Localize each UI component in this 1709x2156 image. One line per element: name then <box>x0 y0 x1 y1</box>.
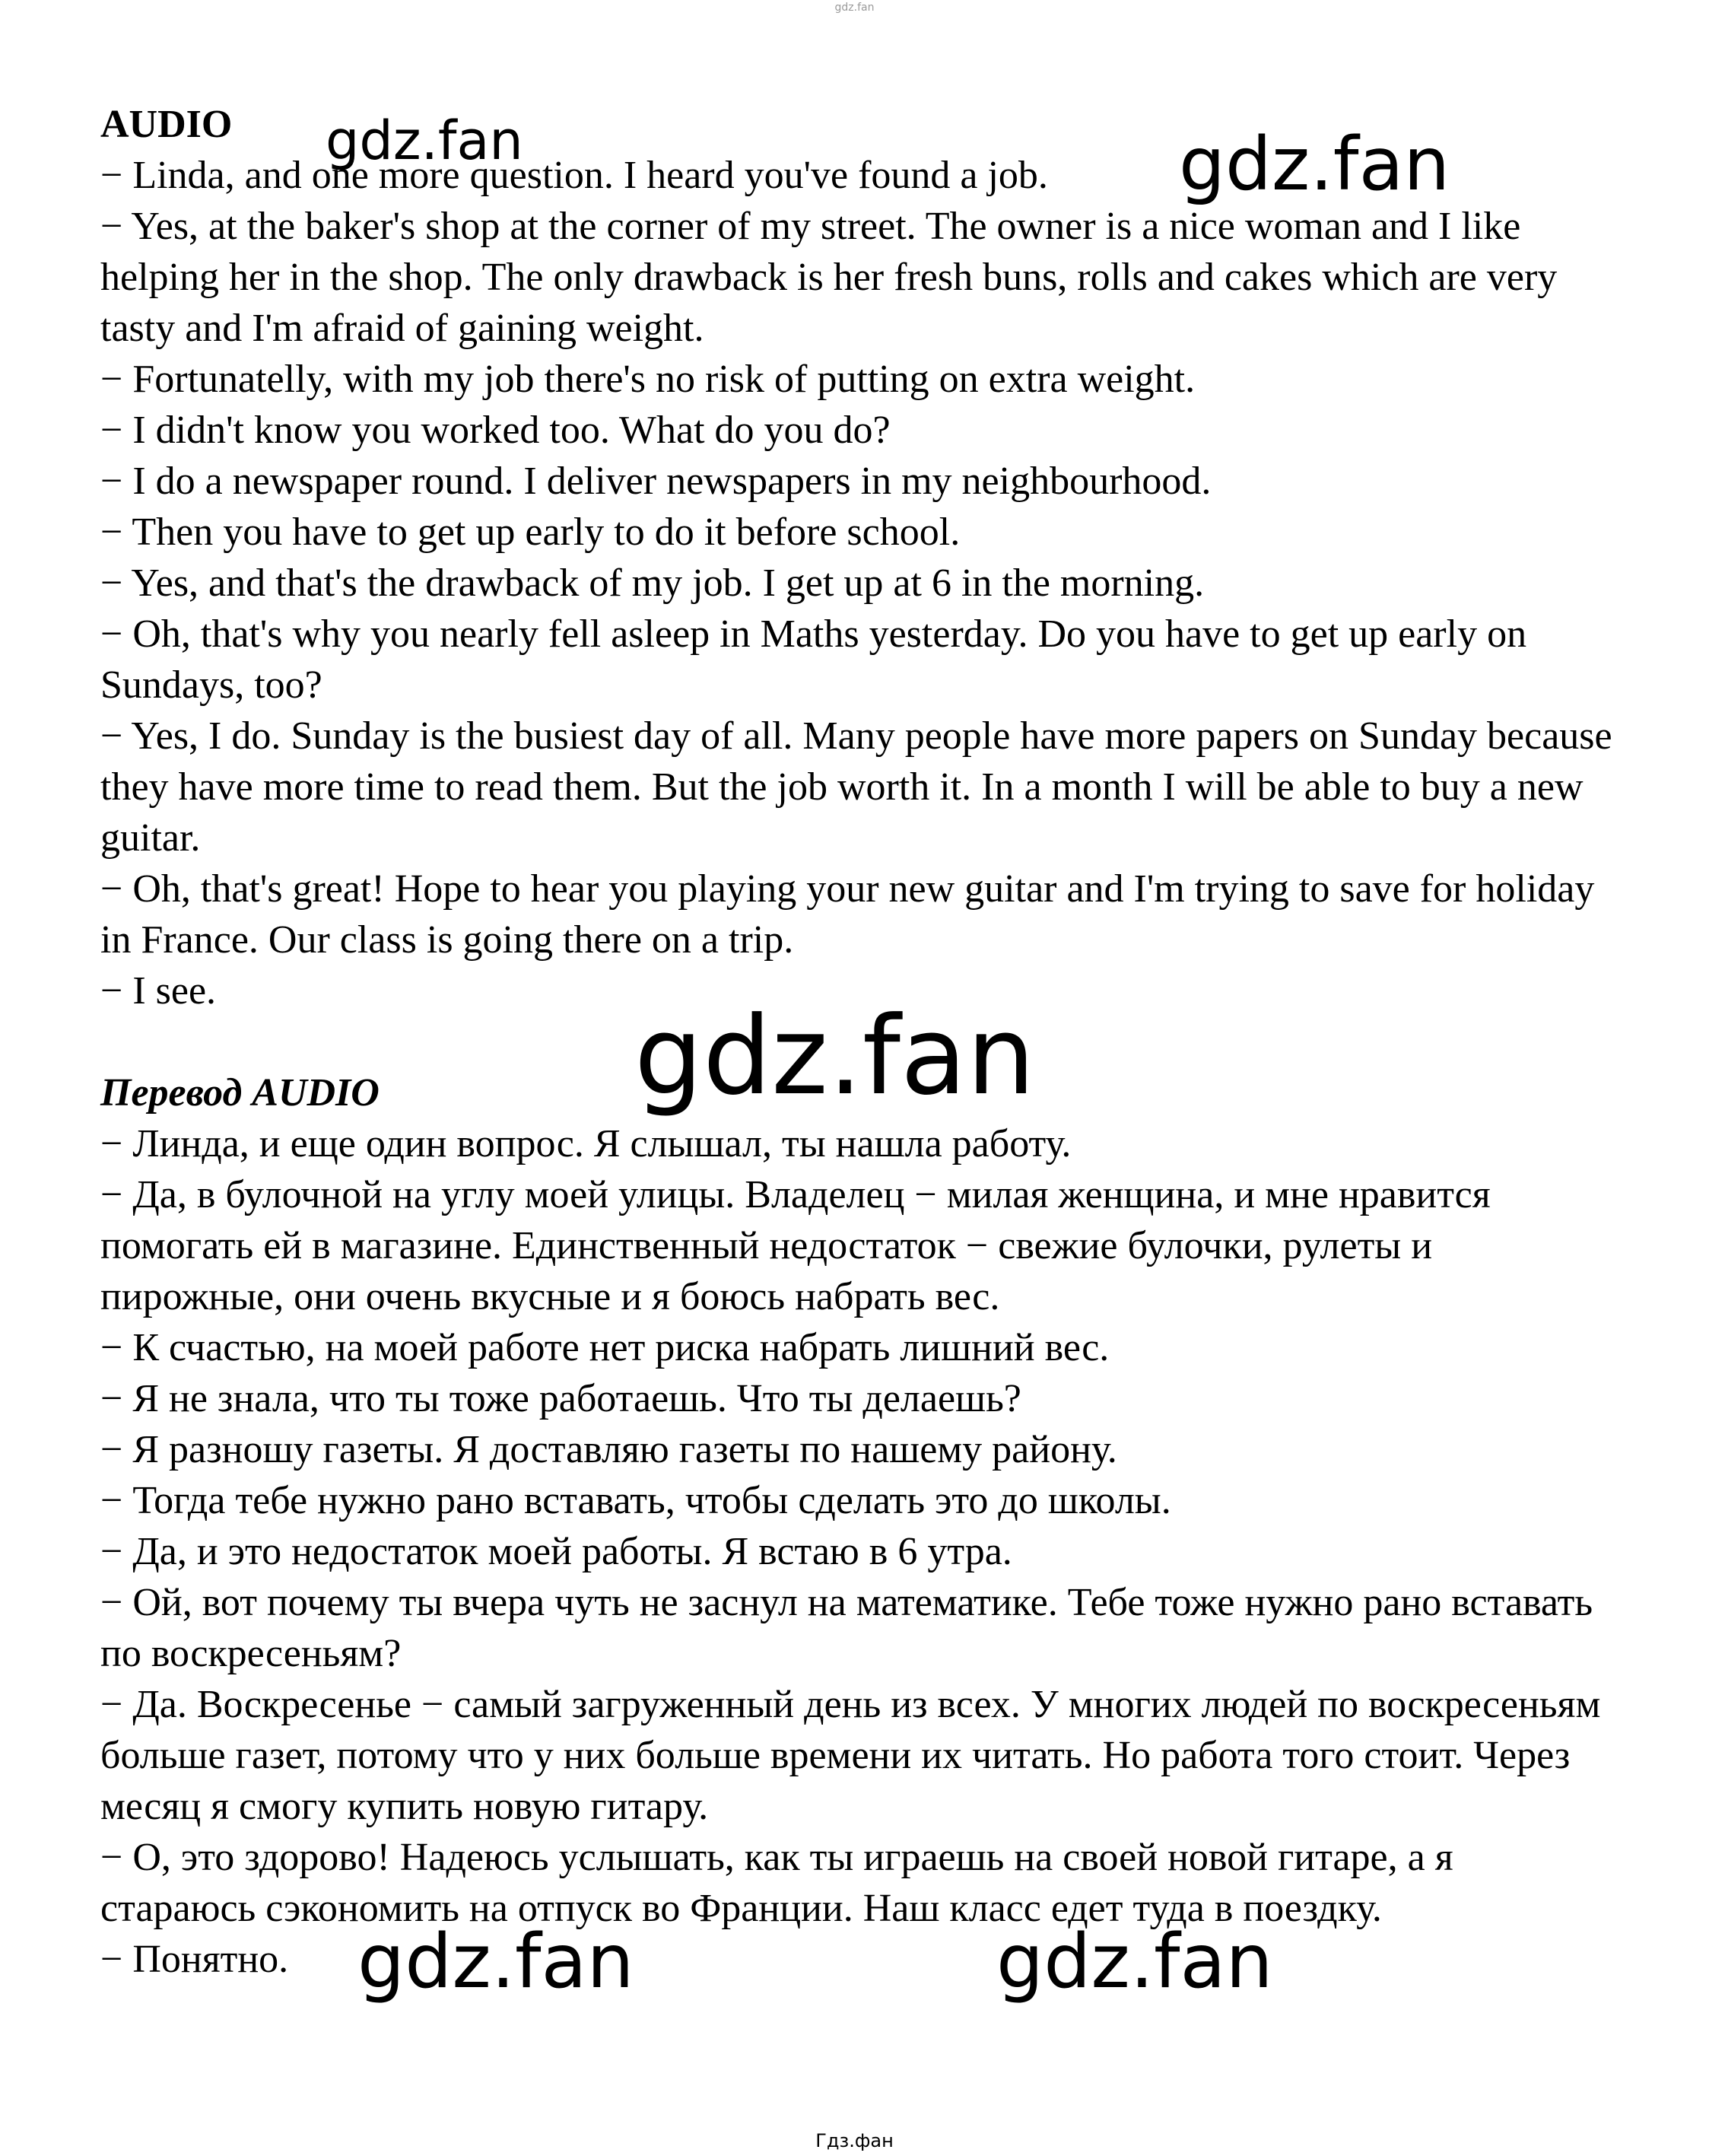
dialogue-line-en: − Then you have to get up early to do it before school. <box>100 510 961 554</box>
dialogue-line-ru: − Я не знала, что ты тоже работаешь. Что ты делаешь? <box>100 1377 1021 1420</box>
watermark: gdz.fan <box>1179 122 1450 207</box>
dialogue-line-ru: − Тогда тебе нужно рано вставать, чтобы сделать это до школы. <box>100 1479 1171 1522</box>
audio-heading: AUDIO <box>100 103 233 146</box>
page-footer: Гдз.фан <box>815 2130 894 2151</box>
dialogue-line-en: − Fortunatelly, with my job there's no risk of putting on extra weight. <box>100 358 1196 401</box>
dialogue-line-en: − Oh, that's great! Hope to hear you playing your new guitar and I'm trying to save for holiday in France. Our class is going there on a trip. <box>100 867 1595 962</box>
watermark: gdz.fan <box>357 1919 634 2005</box>
dialogue-line-ru: − Ой, вот почему ты вчера чуть не заснул на математике. Тебе тоже нужно рано вставать по воскресеньям? <box>100 1581 1593 1675</box>
dialogue-line-ru: − Я разношу газеты. Я доставляю газеты по нашему району. <box>100 1428 1117 1471</box>
dialogue-line-ru: − Понятно. <box>100 1938 289 1981</box>
dialogue-line-en: − I didn't know you worked too. What do you do? <box>100 409 891 452</box>
translation-heading: Перевод AUDIO <box>100 1071 380 1115</box>
top-watermark: gdz.fan <box>834 2 875 14</box>
watermark: gdz.fan <box>996 1919 1273 2005</box>
dialogue-line-en: − Yes, and that's the drawback of my job. I get up at 6 in the morning. <box>100 561 1205 605</box>
dialogue-line-ru: − Да, в булочной на углу моей улицы. Владелец − милая женщина, и мне нравится помогать ей в магазине. Единственный недостаток − свежие булочки, рулеты и пирожные, они очень вкусные и я боюсь набрать вес. <box>100 1173 1491 1318</box>
dialogue-line-en: − Yes, at the baker's shop at the corner of my street. The owner is a nice woman and I like helping her in the shop. The only drawback is her fresh buns, rolls and cakes which are very tasty and I'm afraid of gaining weight. <box>100 205 1558 350</box>
dialogue-line-ru: − Линда, и еще один вопрос. Я слышал, ты нашла работу. <box>100 1122 1072 1165</box>
dialogue-line-ru: − Да. Воскресенье − самый загруженный день из всех. У многих людей по воскресеньям больше газет, потому что у них больше времени их читать. Но работа того стоит. Через месяц я смогу купить новую гитару. <box>100 1683 1601 1828</box>
watermark: gdz.fan <box>634 994 1035 1119</box>
watermark: gdz.fan <box>326 110 523 172</box>
dialogue-line-ru: − Да, и это недостаток моей работы. Я встаю в 6 утра. <box>100 1530 1012 1573</box>
dialogue-line-ru: − К счастью, на моей работе нет риска набрать лишний вес. <box>100 1326 1110 1369</box>
dialogue-line-en: − Yes, I do. Sunday is the busiest day of all. Many people have more papers on Sunday because they have more time to read them. But the job worth it. In a month I will be able to buy a new guitar. <box>100 714 1612 860</box>
dialogue-line-en: − Linda, and one more question. I heard you've found a job. <box>100 154 1048 197</box>
dialogue-line-en: − I see. <box>100 969 217 1013</box>
dialogue-line-en: − Oh, that's why you nearly fell asleep in Maths yesterday. Do you have to get up early on Sundays, too? <box>100 612 1527 707</box>
dialogue-line-en: − I do a newspaper round. I deliver newspapers in my neighbourhood. <box>100 460 1212 503</box>
dialogue-line-ru: − О, это здорово! Надеюсь услышать, как ты играешь на своей новой гитаре, а я стараюсь сэкономить на отпуск во Франции. Наш класс едет туда в поездку. <box>100 1836 1453 1930</box>
